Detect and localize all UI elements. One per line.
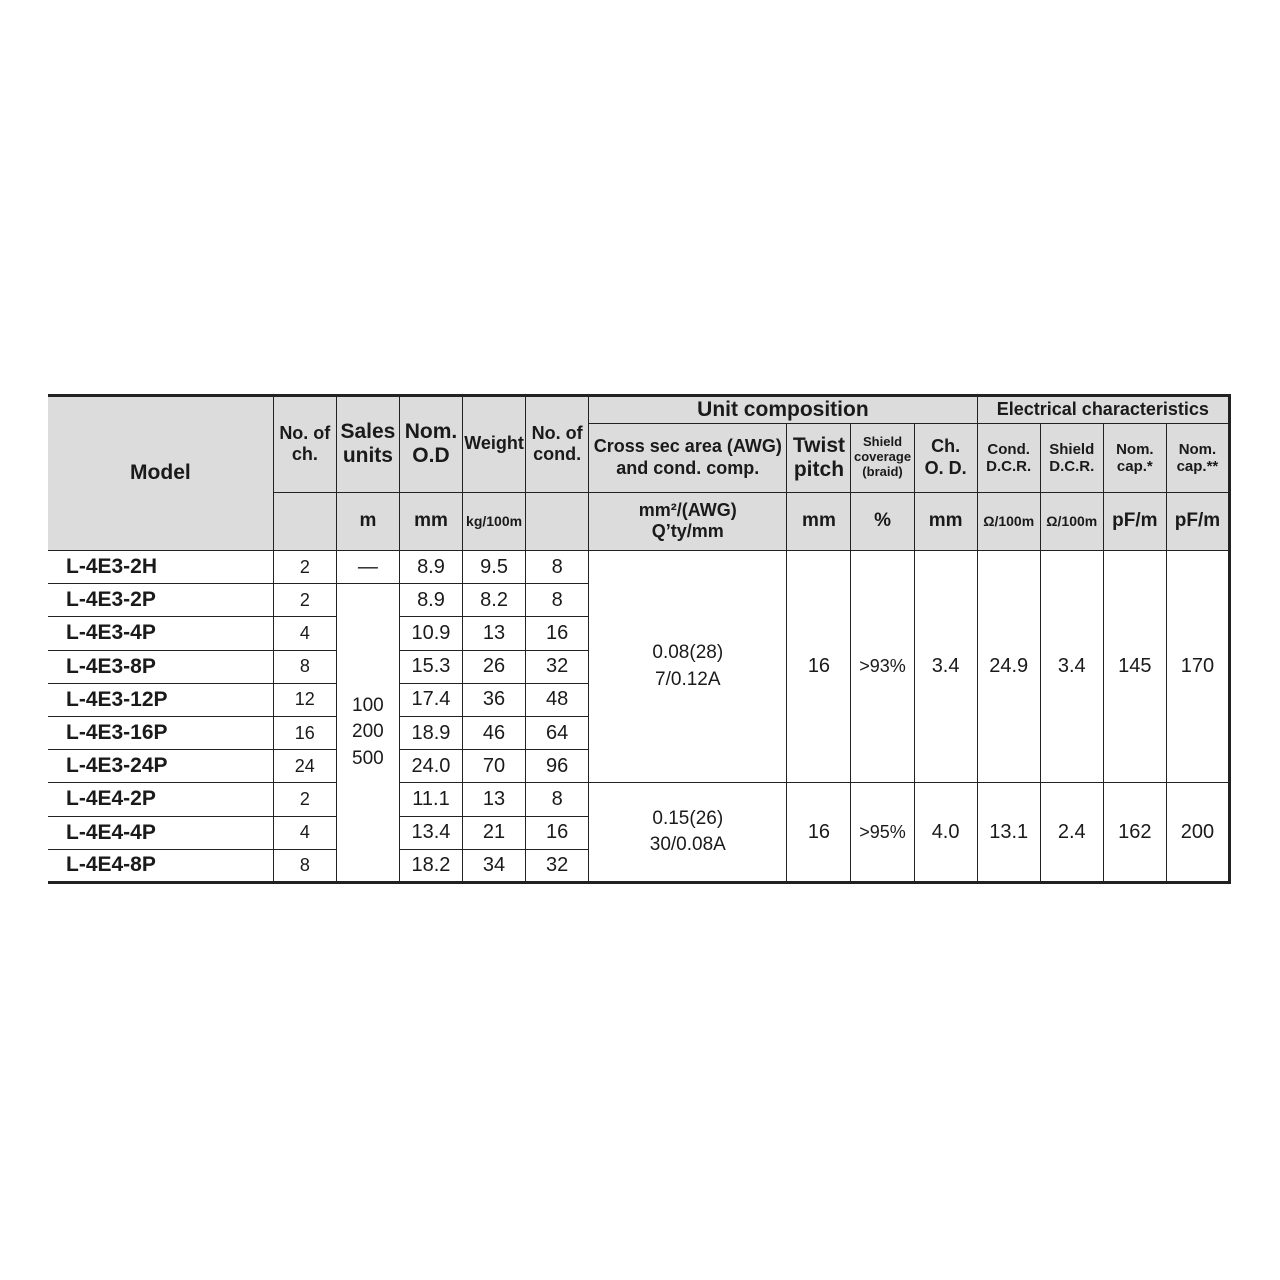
cond-cell: 64: [526, 716, 589, 749]
header-ch-od: Ch. O. D.: [914, 424, 977, 492]
cond-cell: 32: [526, 849, 589, 882]
group2-twist-pitch: 16: [787, 783, 851, 883]
header-cross-sec: Cross sec area (AWG) and cond. comp.: [589, 424, 787, 492]
unit-sales-units: m: [336, 492, 399, 550]
model-cell: L-4E3-24P: [48, 750, 273, 783]
group2-nom-cap-1: 162: [1103, 783, 1166, 883]
weight-cell: 13: [463, 617, 526, 650]
weight-cell: 46: [463, 716, 526, 749]
ch-cell: 8: [273, 849, 336, 882]
cond-cell: 48: [526, 683, 589, 716]
weight-cell: 13: [463, 783, 526, 816]
od-cell: 11.1: [399, 783, 462, 816]
header-twist-pitch: Twist pitch: [787, 424, 851, 492]
od-cell: 8.9: [399, 550, 462, 583]
unit-twist-pitch: mm: [787, 492, 851, 550]
header-cond-dcr: Cond. D.C.R.: [977, 424, 1040, 492]
unit-ch-od: mm: [914, 492, 977, 550]
weight-cell: 9.5: [463, 550, 526, 583]
sales-cell: —: [336, 550, 399, 583]
unit-shield-coverage: %: [851, 492, 914, 550]
weight-cell: 21: [463, 816, 526, 849]
group2-cond-dcr: 13.1: [977, 783, 1040, 883]
unit-cond-dcr: Ω/100m: [977, 492, 1040, 550]
ch-cell: 2: [273, 783, 336, 816]
ch-cell: 4: [273, 617, 336, 650]
od-cell: 18.2: [399, 849, 462, 882]
od-cell: 24.0: [399, 750, 462, 783]
weight-cell: 26: [463, 650, 526, 683]
cond-cell: 8: [526, 783, 589, 816]
cond-cell: 32: [526, 650, 589, 683]
header-electrical-characteristics: Electrical characteristics: [977, 396, 1229, 424]
group2-nom-cap-2: 200: [1166, 783, 1229, 883]
ch-cell: 8: [273, 650, 336, 683]
model-cell: L-4E3-16P: [48, 716, 273, 749]
unit-nom-cap-1: pF/m: [1103, 492, 1166, 550]
model-cell: L-4E4-2P: [48, 783, 273, 816]
table-row: [48, 550, 1230, 583]
ch-cell: 2: [273, 584, 336, 617]
weight-cell: 34: [463, 849, 526, 882]
header-weight: Weight: [463, 396, 526, 493]
group2-shield-dcr: 2.4: [1040, 783, 1103, 883]
unit-no-of-ch: [273, 492, 336, 550]
cond-cell: 16: [526, 617, 589, 650]
cable-spec-table: [48, 394, 1231, 884]
group2-ch-od: 4.0: [914, 783, 977, 883]
cond-cell: 96: [526, 750, 589, 783]
ch-cell: 4: [273, 816, 336, 849]
group1-ch-od: 3.4: [914, 550, 977, 782]
ch-cell: 16: [273, 716, 336, 749]
od-cell: 18.9: [399, 716, 462, 749]
group1-cross-sec: 0.08(28) 7/0.12A: [589, 550, 787, 782]
header-shield-coverage: Shield coverage (braid): [851, 424, 914, 492]
unit-weight: kg/100m: [463, 492, 526, 550]
model-cell: L-4E3-12P: [48, 683, 273, 716]
cond-cell: 8: [526, 550, 589, 583]
model-cell: L-4E3-8P: [48, 650, 273, 683]
od-cell: 8.9: [399, 584, 462, 617]
group1-nom-cap-2: 170: [1166, 550, 1229, 782]
group1-shield-coverage: >93%: [851, 550, 914, 782]
weight-cell: 36: [463, 683, 526, 716]
od-cell: 13.4: [399, 816, 462, 849]
ch-cell: 24: [273, 750, 336, 783]
sales-units-values: 100 200 500: [336, 584, 399, 883]
header-nom-od: Nom. O.D: [399, 396, 462, 493]
model-cell: L-4E3-2H: [48, 550, 273, 583]
weight-cell: 70: [463, 750, 526, 783]
header-no-of-cond: No. of cond.: [526, 396, 589, 493]
od-cell: 10.9: [399, 617, 462, 650]
model-cell: L-4E3-4P: [48, 617, 273, 650]
model-cell: L-4E3-2P: [48, 584, 273, 617]
model-cell: L-4E4-4P: [48, 816, 273, 849]
table-row: [48, 783, 1230, 816]
unit-no-of-cond: [526, 492, 589, 550]
header-sales-units: Sales units: [336, 396, 399, 493]
group2-shield-coverage: >95%: [851, 783, 914, 883]
unit-cross-sec: mm²/(AWG) Q’ty/mm: [589, 492, 787, 550]
unit-nom-cap-2: pF/m: [1166, 492, 1229, 550]
od-cell: 17.4: [399, 683, 462, 716]
cond-cell: 8: [526, 584, 589, 617]
model-cell: L-4E4-8P: [48, 849, 273, 882]
ch-cell: 2: [273, 550, 336, 583]
header-model: Model: [48, 396, 273, 551]
header-unit-composition: Unit composition: [589, 396, 977, 424]
group2-cross-sec: 0.15(26) 30/0.08A: [589, 783, 787, 883]
header-nom-cap-2: Nom. cap.**: [1166, 424, 1229, 492]
group1-cond-dcr: 24.9: [977, 550, 1040, 782]
group1-nom-cap-1: 145: [1103, 550, 1166, 782]
header-nom-cap-1: Nom. cap.*: [1103, 424, 1166, 492]
group1-twist-pitch: 16: [787, 550, 851, 782]
od-cell: 15.3: [399, 650, 462, 683]
header-no-of-ch: No. of ch.: [273, 396, 336, 493]
ch-cell: 12: [273, 683, 336, 716]
unit-nom-od: mm: [399, 492, 462, 550]
weight-cell: 8.2: [463, 584, 526, 617]
cond-cell: 16: [526, 816, 589, 849]
unit-shield-dcr: Ω/100m: [1040, 492, 1103, 550]
header-shield-dcr: Shield D.C.R.: [1040, 424, 1103, 492]
group1-shield-dcr: 3.4: [1040, 550, 1103, 782]
